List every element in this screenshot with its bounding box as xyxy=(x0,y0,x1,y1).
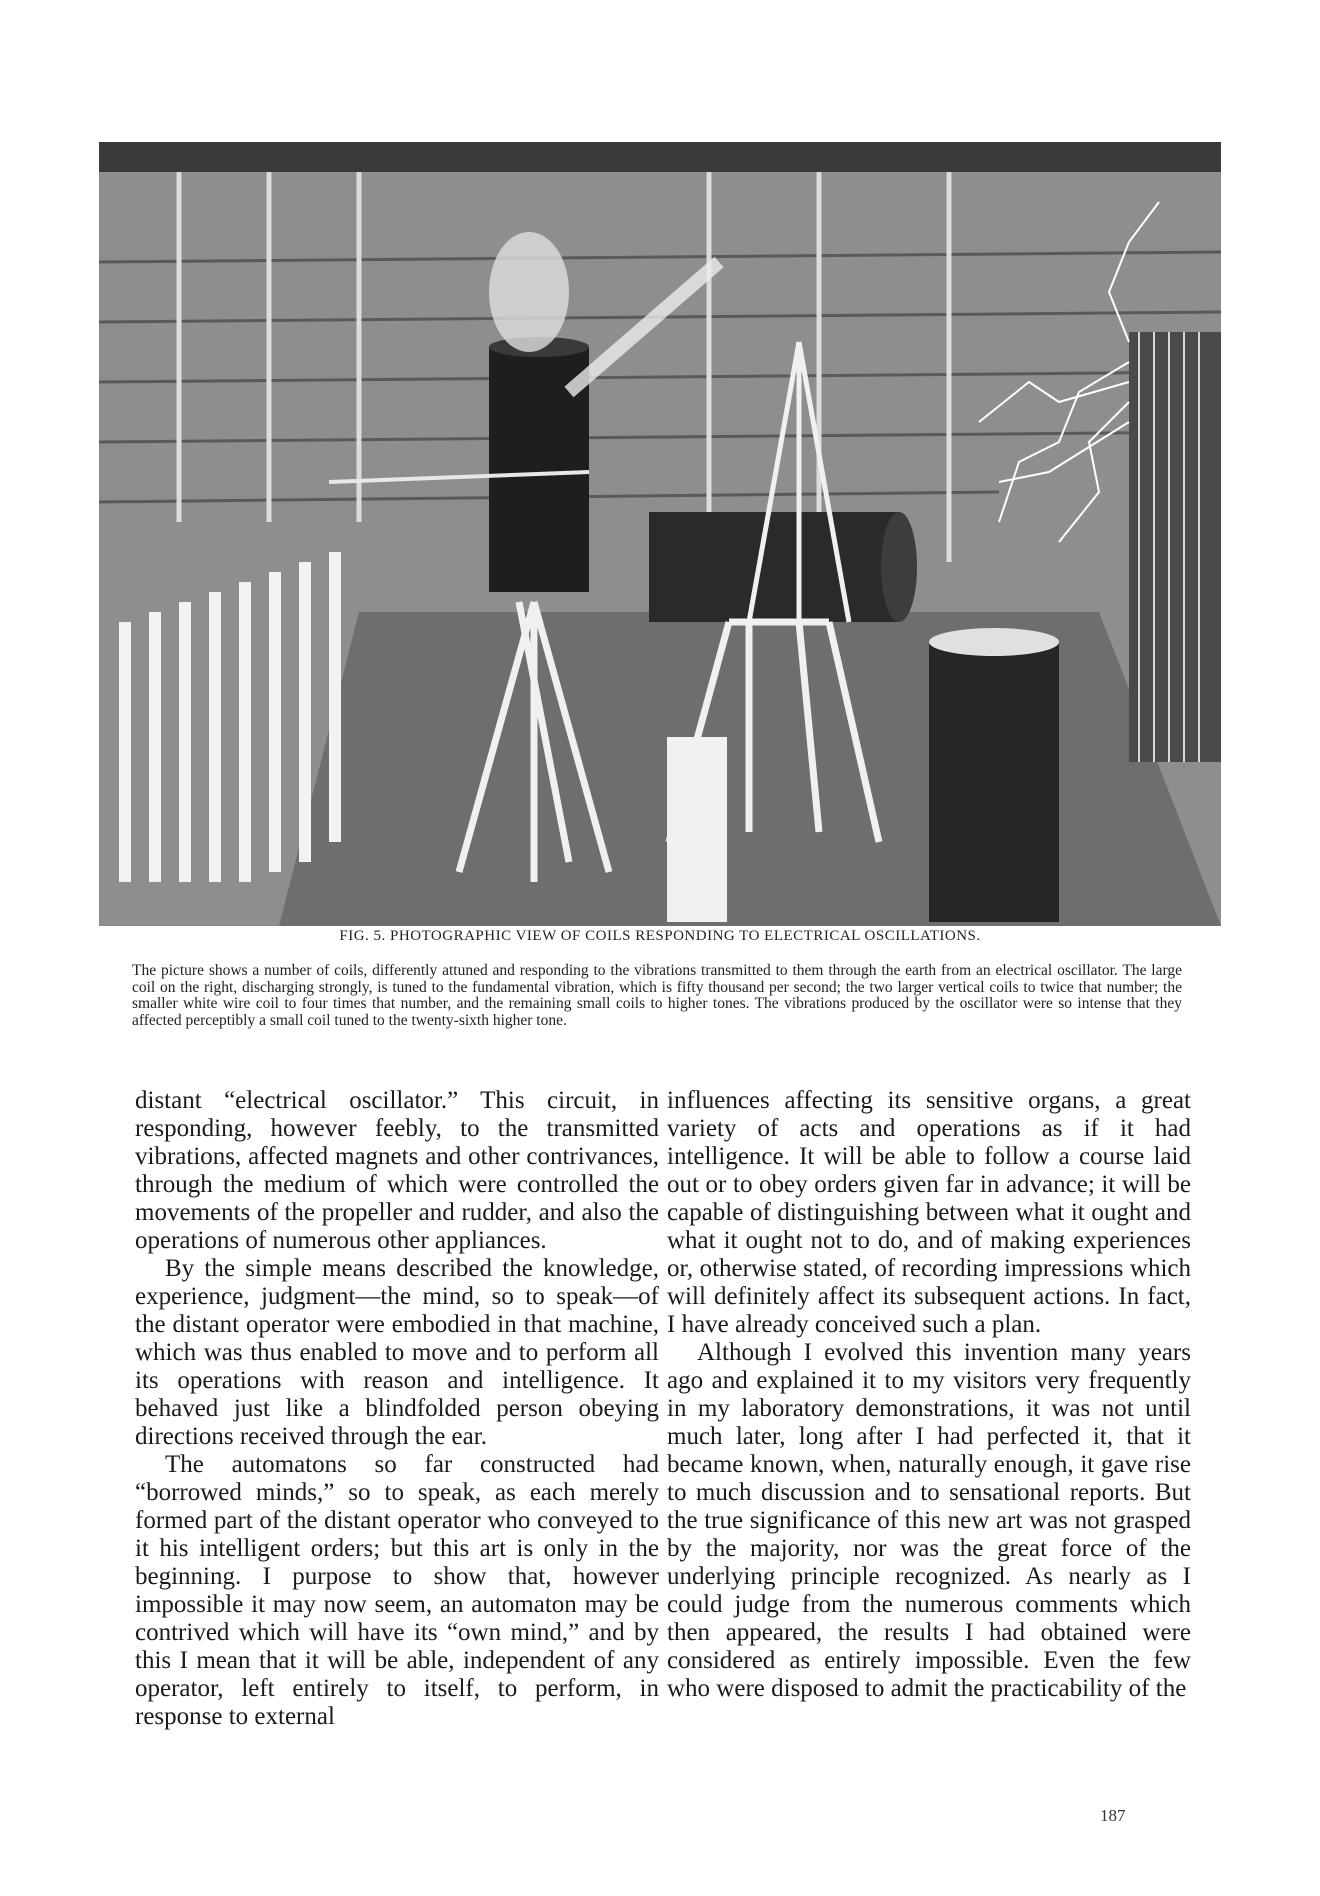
paragraph: The automatons so far constructed had “borrowed minds,” so to speak, as each merely formed part of the distant operator who conveyed to it his intelligent orders; but this art is only in the beginning. I purpose to show that, however impossible it may now seem, an automaton may be contrived which will have its “own mind,” and by this I mean that it will be able, independent of any operator, left entirely to itself, to perform, in response to external xyxy=(135,1451,659,1730)
page-number: 187 xyxy=(1100,1806,1126,1825)
figure-photograph xyxy=(99,142,1221,926)
paragraph: influences affecting its sensitive organs, a great variety of acts and operations as if it had intelligence. It will be able to follow a course laid out or to obey orders given far in advance; it will be capable of distinguishing between what it ought and what it ought not to do, and of making experiences or, otherwise stated, of recording impressions which will definitely affect its subsequent actions. In fact, I have already conceived such a plan. xyxy=(667,1087,1191,1338)
figure-caption: The picture shows a number of coils, differently attuned and responding to the vibrations transmitted to them through the earth from an electrical oscillator. The large coil on the right, discharging strongly, is tuned to the fundamental vibration, which is fifty thousand per second; the two larger vertical coils to twice that number; the smaller white wire coil to four times that number, and the remaining small coils to higher tones. The vibrations produced by the oscillator were so intense that they affected perceptibly a small coil tuned to the twenty-sixth higher tone. xyxy=(132,962,1182,1029)
figure-title: FIG. 5. PHOTOGRAPHIC VIEW OF COILS RESPONDING TO ELECTRICAL OSCILLATIONS. xyxy=(339,928,981,944)
right-column xyxy=(667,1087,1191,1703)
left-column xyxy=(135,1087,659,1731)
paragraph: By the simple means described the knowledge, experience, judgment—the mind, so to speak—of the distant operator were embodied in that machine, which was thus enabled to move and to perform all its operations with reason and intelligence. It behaved just like a blindfolded person obeying directions received through the ear. xyxy=(135,1255,659,1450)
coils-photo-illustration xyxy=(99,142,1221,926)
paragraph: Although I evolved this invention many years ago and explained it to my visitors very frequently in my laboratory demonstrations, it was not until much later, long after I had perfected it, that it became known, when, naturally enough, it gave rise to much discussion and to sensational reports. But the true significance of this new art was not grasped by the majority, nor was the great force of the underlying principle recognized. As nearly as I could judge from the numerous comments which then appeared, the results I had obtained were considered as entirely impossible. Even the few who were disposed to admit the practicability of the xyxy=(667,1339,1191,1702)
paragraph: distant “electrical oscillator.” This circuit, in responding, however feebly, to the transmitted vibrations, affected magnets and other contrivances, through the medium of which were controlled the movements of the propeller and rudder, and also the operations of numerous other appliances. xyxy=(135,1087,659,1254)
